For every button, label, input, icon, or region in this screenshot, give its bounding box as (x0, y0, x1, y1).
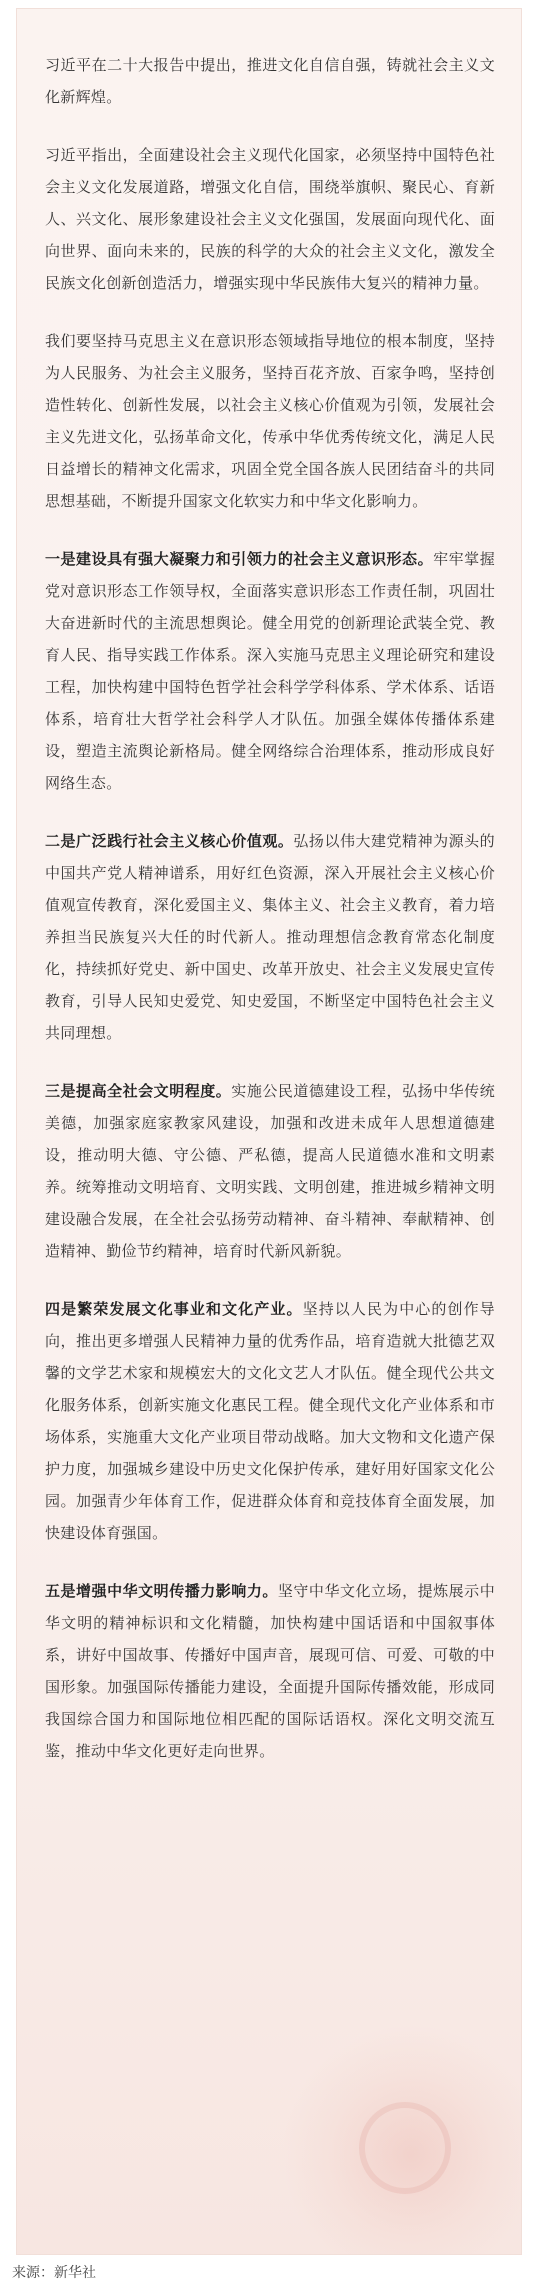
source-credit: 来源：新华社 (12, 2265, 96, 2281)
paragraph-7 (45, 1293, 495, 1549)
paragraph-5-text: 弘扬以伟大建党精神为源头的中国共产党人精神谱系，用好红色资源，深入开展社会主义核心价值观宣传教育，深化爱国主义、集体主义、社会主义教育，着力培养担当民族复兴大任的时代新人。推动理想信念教育常态化制度化，持续抓好党史、新中国史、改革开放史、社会主义发展史宣传教育，引导人民知史爱党、知史爱国，不断坚定中国特色社会主义共同理想。 (45, 832, 495, 1042)
paragraph-4 (45, 543, 495, 799)
paragraph-6-lead: 三是提高全社会文明程度。 (45, 1082, 232, 1100)
paragraph-8 (45, 1575, 495, 1767)
paragraph-7-lead: 四是繁荣发展文化事业和文化产业。 (45, 1300, 303, 1318)
paragraph-3 (45, 325, 495, 517)
paragraph-2 (45, 139, 495, 299)
paragraph-8-lead: 五是增强中华文明传播力影响力。 (45, 1582, 278, 1600)
paragraph-6-text: 实施公民道德建设工程，弘扬中华传统美德，加强家庭家教家风建设，加强和改进未成年人思想道德建设，推动明大德、守公德、严私德，提高人民道德水准和文明素养。统筹推动文明培育、文明实践、文明创建，推进城乡精神文明建设融合发展，在全社会弘扬劳动精神、奋斗精神、奉献精神、创造精神、勤俭节约精神，培育时代新风新貌。 (45, 1082, 495, 1260)
paragraph-1-text: 习近平在二十大报告中提出，推进文化自信自强，铸就社会主义文化新辉煌。 (45, 56, 495, 106)
paragraph-4-text: 牢牢掌握党对意识形态工作领导权，全面落实意识形态工作责任制，巩固壮大奋进新时代的主流思想舆论。健全用党的创新理论武装全党、教育人民、指导实践工作体系。深入实施马克思主义理论研究和建设工程，加快构建中国特色哲学社会科学学科体系、学术体系、话语体系，培育壮大哲学社会科学人才队伍。加强全媒体传播体系建设，塑造主流舆论新格局。健全网络综合治理体系，推动形成良好网络生态。 (45, 550, 495, 792)
paragraph-2-text: 习近平指出，全面建设社会主义现代化国家，必须坚持中国特色社会主义文化发展道路，增强文化自信，围绕举旗帜、聚民心、育新人、兴文化、展形象建设社会主义文化强国，发展面向现代化、面向世界、面向未来的，民族的科学的大众的社会主义文化，激发全民族文化创新创造活力，增强实现中华民族伟大复兴的精神力量。 (45, 146, 495, 292)
paragraph-7-text: 坚持以人民为中心的创作导向，推出更多增强人民精神力量的优秀作品，培育造就大批德艺双馨的文学艺术家和规模宏大的文化文艺人才队伍。健全现代公共文化服务体系，创新实施文化惠民工程。健全现代文化产业体系和市场体系，实施重大文化产业项目带动战略。加大文物和文化遗产保护力度，加强城乡建设中历史文化保护传承，建好用好国家文化公园。加强青少年体育工作，促进群众体育和竞技体育全面发展，加快建设体育强国。 (45, 1300, 495, 1542)
paragraph-8-text: 坚守中华文化立场，提炼展示中华文明的精神标识和文化精髓，加快构建中国话语和中国叙事体系，讲好中国故事、传播好中国声音，展现可信、可爱、可敬的中国形象。加强国际传播能力建设，全面提升国际传播效能，形成同我国综合国力和国际地位相匹配的国际话语权。深化文明交流互鉴，推动中华文化更好走向世界。 (45, 1582, 495, 1760)
paragraph-5 (45, 825, 495, 1049)
paragraph-5-lead: 二是广泛践行社会主义核心价值观。 (45, 832, 294, 850)
paragraph-4-lead: 一是建设具有强大凝聚力和引领力的社会主义意识形态。 (45, 550, 434, 568)
article-card (16, 8, 522, 2255)
paragraph-1 (45, 49, 495, 113)
paragraph-6 (45, 1075, 495, 1267)
decorative-emblem-ring (359, 2102, 451, 2194)
article-body (45, 49, 495, 1793)
paragraph-3-text: 我们要坚持马克思主义在意识形态领域指导地位的根本制度，坚持为人民服务、为社会主义服务，坚持百花齐放、百家争鸣，坚持创造性转化、创新性发展，以社会主义核心价值观为引领，发展社会主义先进文化，弘扬革命文化，传承中华优秀传统文化，满足人民日益增长的精神文化需求，巩固全党全国各族人民团结奋斗的共同思想基础，不断提升国家文化软实力和中华文化影响力。 (45, 332, 495, 510)
